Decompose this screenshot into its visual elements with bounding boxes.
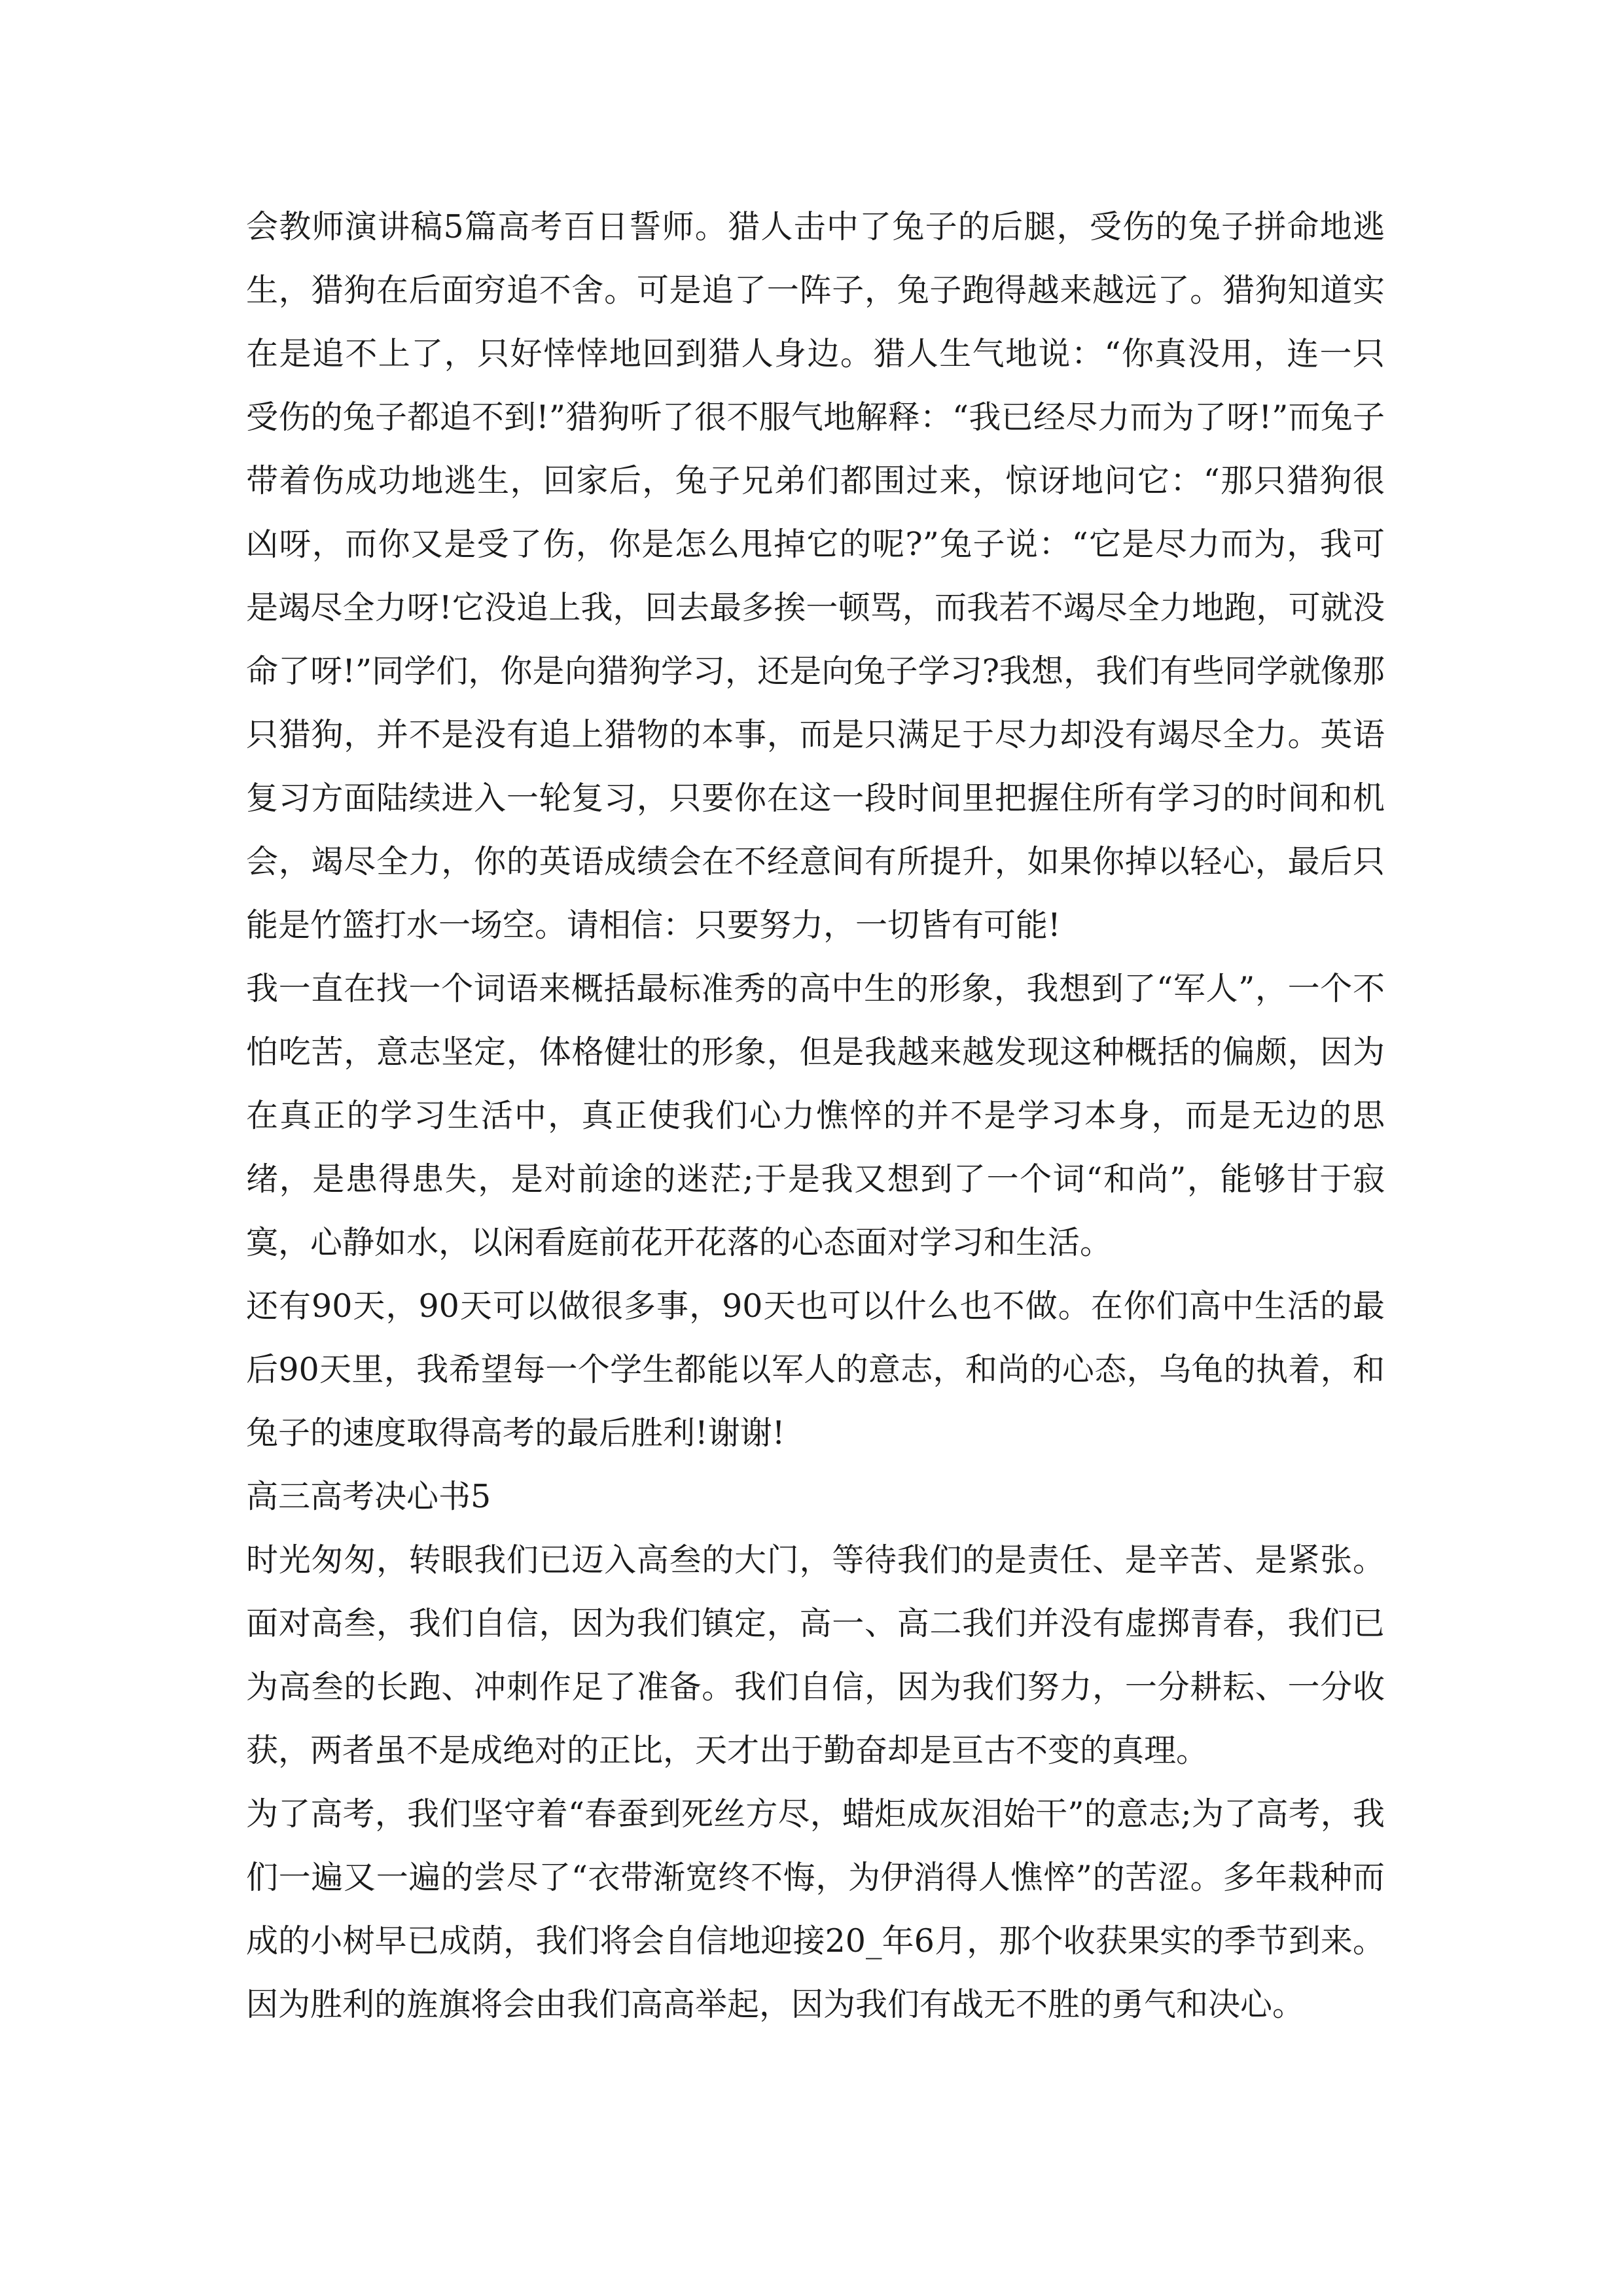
section-heading: 高三高考决心书5 — [246, 1478, 491, 1515]
paragraph-for-exam: 为了高考，我们坚守着“春蚕到死丝方尽，蜡炬成灰泪始干”的意志;为了高考，我们一遍又一遍的尝尽了“衣带渐宽终不悔，为伊消得人憔悴”的苦涩。多年栽种而成的小树早已成荫，我们将会自信地迎接20_年6月，那个收获果实的季节到来。因为胜利的旌旗将会由我们高高举起，因为我们有战无不胜的勇气和决心。 — [246, 1795, 1385, 2023]
paragraph-hunter-rabbit: 会教师演讲稿5篇高考百日誓师。猎人击中了兔子的后腿，受伤的兔子拼命地逃生，猎狗在后面穷追不舍。可是追了一阵子，兔子跑得越来越远了。猎狗知道实在是追不上了，只好悻悻地回到猎人身边。猎人生气地说：“你真没用，连一只受伤的兔子都追不到!”猎狗听了很不服气地解释：“我已经尽力而为了呀!”而兔子带着伤成功地逃生，回家后，兔子兄弟们都围过来，惊讶地问它：“那只猎狗很凶呀，而你又是受了伤，你是怎么甩掉它的呢?”兔子说：“它是尽力而为，我可是竭尽全力呀!它没追上我，回去最多挨一顿骂，而我若不竭尽全力地跑，可就没命了呀!”同学们，你是向猎狗学习，还是向兔子学习?我想，我们有些同学就像那只猎狗，并不是没有追上猎物的本事，而是只满足于尽力却没有竭尽全力。英语复习方面陆续进入一轮复习，只要你在这一段时间里把握住所有学习的时间和机会，竭尽全力，你的英语成绩会在不经意间有所提升，如果你掉以轻心，最后只能是竹篮打水一场空。请相信：只要努力，一切皆有可能! — [246, 208, 1385, 944]
paragraph-senior-year: 时光匆匆，转眼我们已迈入高叁的大门，等待我们的是责任、是辛苦、是紧张。面对高叁，我们自信，因为我们镇定，高一、高二我们并没有虚掷青春，我们已为高叁的长跑、冲刺作足了准备。我们自信，因为我们努力，一分耕耘、一分收获，两者虽不是成绝对的正比，天才出于勤奋却是亘古不变的真理。 — [246, 1541, 1385, 1769]
document-body — [246, 195, 1385, 2036]
paragraph-ninety-days: 还有90天，90天可以做很多事，90天也可以什么也不做。在你们高中生活的最后90天里，我希望每一个学生都能以军人的意志，和尚的心态，乌龟的执着，和兔子的速度取得高考的最后胜利!谢谢! — [246, 1287, 1385, 1452]
paragraph-soldier-monk: 我一直在找一个词语来概括最标准秀的高中生的形象，我想到了“军人”，一个不怕吃苦，意志坚定，体格健壮的形象，但是我越来越发现这种概括的偏颇，因为在真正的学习生活中，真正使我们心力憔悴的并不是学习本身，而是无边的思绪，是患得患失，是对前途的迷茫;于是我又想到了一个词“和尚”，能够甘于寂寞，心静如水，以闲看庭前花开花落的心态面对学习和生活。 — [246, 970, 1385, 1261]
